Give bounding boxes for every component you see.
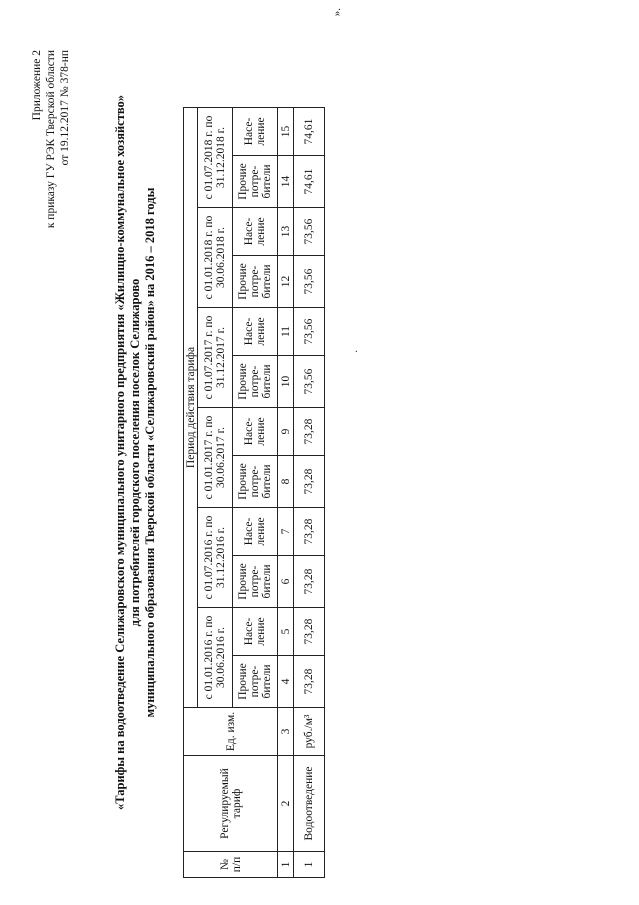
tariff-value: 73,28 (294, 656, 325, 708)
row-tariff: Водоотведение (294, 756, 325, 852)
sub-population-5: Насе-ление (233, 208, 278, 256)
col-number: 7 (278, 508, 294, 556)
col-number: 5 (278, 608, 294, 656)
tariff-value: 73,28 (294, 508, 325, 556)
sub-other-6: Прочие потре-бители (233, 156, 278, 208)
header-row-period (184, 108, 198, 878)
col-number: 8 (278, 456, 294, 508)
col-number: 14 (278, 156, 294, 208)
tariff-value: 73,28 (294, 456, 325, 508)
col-number: 2 (278, 756, 294, 852)
period-6: с 01.07.2018 г. по 31.12.2018 г. (198, 108, 233, 208)
period-1: с 01.01.2016 г. по 30.06.2016 г. (198, 608, 233, 708)
header-tariff: Регулируемый тариф (184, 756, 278, 852)
sub-population-3: Насе-ление (233, 408, 278, 456)
tariff-value: 73,56 (294, 256, 325, 308)
sub-other-4: Прочие потре-бители (233, 356, 278, 408)
period-3: с 01.01.2017 г. по 30.06.2017 г. (198, 408, 233, 508)
sub-other-5: Прочие потре-бители (233, 256, 278, 308)
tariff-value: 74,61 (294, 108, 325, 156)
col-number: 12 (278, 256, 294, 308)
period-4: с 01.07.2017 г. по 31.12.2017 г. (198, 308, 233, 408)
sub-population-2: Насе-ление (233, 508, 278, 556)
sub-population-1: Насе-ление (233, 608, 278, 656)
title-line-1: «Тарифы на водоотведение Селижаровского муниципального унитарного предприятия «Жилищно-коммунальное хозяйство» (113, 94, 127, 811)
header-no: № п/п (184, 852, 278, 878)
tariff-value: 73,56 (294, 308, 325, 356)
header-unit: Ед. изм. (184, 708, 278, 756)
stray-mark: · (352, 349, 363, 353)
period-5: с 01.01.2018 г. по 30.06.2018 г. (198, 208, 233, 308)
col-number: 6 (278, 556, 294, 608)
col-number: 11 (278, 308, 294, 356)
col-number: 9 (278, 408, 294, 456)
sub-population-4: Насе-ление (233, 308, 278, 356)
title-line-3: муниципального образования Тверской области «Селижаровский район» на 2016 – 2018 годы (143, 187, 157, 718)
col-number: 4 (278, 656, 294, 708)
title-line-2: для потребителей городского поселения поселок Селижарово (128, 278, 142, 627)
tariff-value: 73,56 (294, 356, 325, 408)
tariff-value: 73,28 (294, 608, 325, 656)
column-number-row (278, 108, 294, 878)
table-row (294, 108, 325, 878)
col-number: 3 (278, 708, 294, 756)
col-number: 15 (278, 108, 294, 156)
sub-other-1: Прочие потре-бители (233, 656, 278, 708)
header-period: Период действия тарифа (184, 108, 198, 708)
appendix-line-1: Приложение 2 (31, 50, 43, 121)
col-number: 13 (278, 208, 294, 256)
row-unit: руб./м³ (294, 708, 325, 756)
tariff-value: 73,28 (294, 556, 325, 608)
appendix-line-2: к приказу ГУ РЭК Тверской области (45, 50, 57, 229)
appendix-note (30, 50, 72, 228)
tariff-value: 74,61 (294, 156, 325, 208)
period-2: с 01.07.2016 г. по 31.12.2016 г. (198, 508, 233, 608)
tariff-value: 73,28 (294, 408, 325, 456)
row-no: 1 (294, 852, 325, 878)
tariff-value: 73,56 (294, 208, 325, 256)
sub-population-6: Насе-ление (233, 108, 278, 156)
sub-other-3: Прочие потре-бители (233, 456, 278, 508)
tariff-table (183, 107, 325, 878)
sub-other-2: Прочие потре-бители (233, 556, 278, 608)
closing-quote: ». (331, 8, 343, 17)
document-title (113, 0, 158, 905)
appendix-line-3: от 19.12.2017 № 378-нп (59, 50, 71, 166)
col-number: 10 (278, 356, 294, 408)
col-number: 1 (278, 852, 294, 878)
